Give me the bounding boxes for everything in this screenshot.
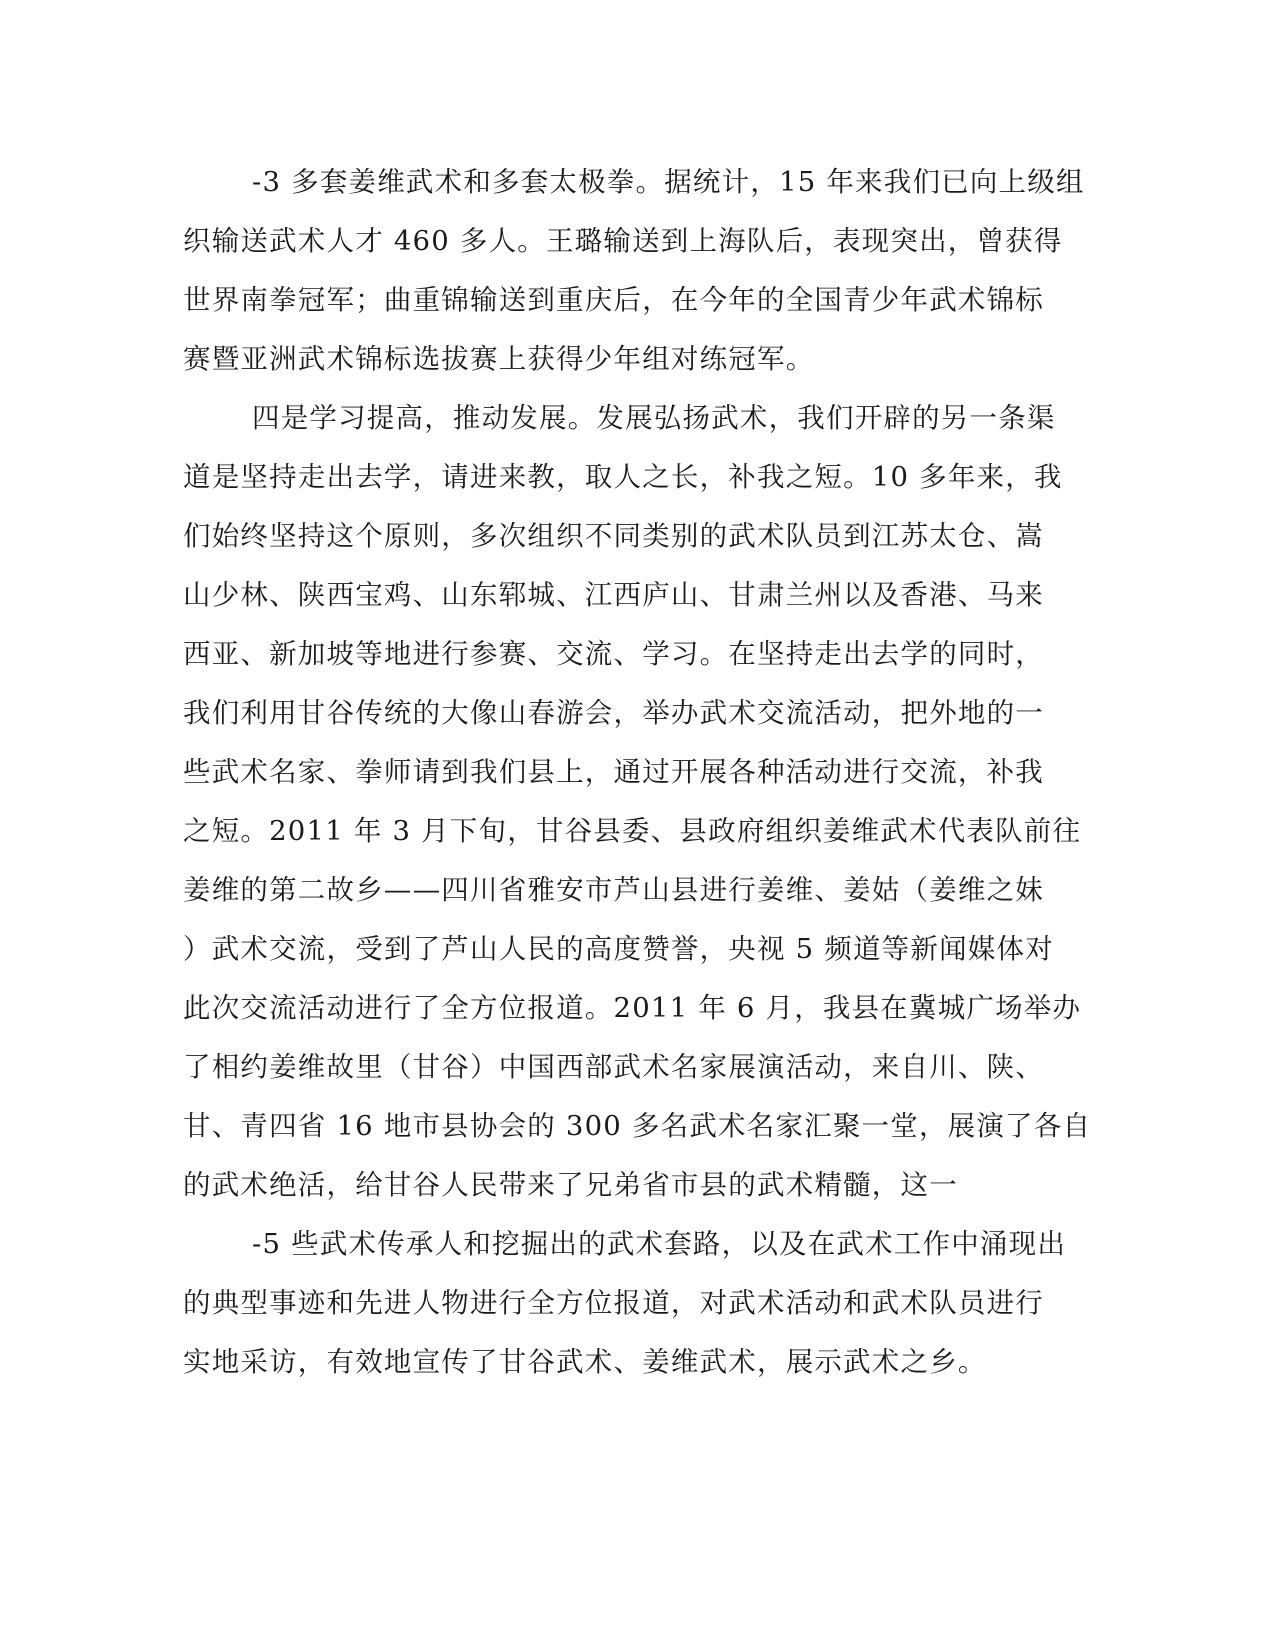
text-line: 道是坚持走出去学，请进来教，取人之长，补我之短。10 多年来，我 [183, 461, 1063, 493]
text-line: 的典型事迹和先进人物进行全方位报道，对武术活动和武术队员进行 [183, 1287, 1044, 1319]
paragraph-2 [183, 389, 1092, 1215]
text-line: 们始终坚持这个原则，多次组织不同类别的武术队员到江苏太仓、嵩 [183, 520, 1044, 552]
paragraph-3 [183, 1215, 1067, 1392]
text-line: 姜维的第二故乡——四川省雅安市芦山县进行姜维、姜姑（姜维之妹 [183, 874, 1044, 906]
text-line: 之短。2011 年 3 月下旬，甘谷县委、县政府组织姜维武术代表队前往 [183, 815, 1082, 847]
text-line: ）武术交流，受到了芦山人民的高度赞誉，央视 5 频道等新闻媒体对 [183, 933, 1054, 965]
text-line: 世界南拳冠军；曲重锦输送到重庆后，在今年的全国青少年武术锦标 [183, 284, 1044, 316]
text-line: 些武术名家、拳师请到我们县上，通过开展各种活动进行交流，补我 [183, 756, 1044, 788]
text-line: 的武术绝活，给甘谷人民带来了兄弟省市县的武术精髓，这一 [183, 1169, 958, 1201]
text-line: 四是学习提高，推动发展。发展弘扬武术，我们开辟的另一条渠 [252, 402, 1056, 434]
text-line: 西亚、新加坡等地进行参赛、交流、学习。在坚持走出去学的同时， [183, 638, 1044, 670]
text-line: 赛暨亚洲武术锦标选拔赛上获得少年组对练冠军。 [183, 343, 815, 375]
text-line: 此次交流活动进行了全方位报道。2011 年 6 月，我县在冀城广场举办 [183, 992, 1082, 1024]
text-line: 了相约姜维故里（甘谷）中国西部武术名家展演活动，来自川、陕、 [183, 1051, 1044, 1083]
text-line: -5 些武术传承人和挖掘出的武术套路，以及在武术工作中涌现出 [252, 1228, 1067, 1260]
text-line: -3 多套姜维武术和多套太极拳。据统计，15 年来我们已向上级组 [252, 166, 1085, 198]
text-line: 甘、青四省 16 地市县协会的 300 多名武术名家汇聚一堂，展演了各自 [183, 1110, 1092, 1142]
text-line: 实地采访，有效地宣传了甘谷武术、姜维武术，展示武术之乡。 [183, 1346, 987, 1378]
document-body [183, 153, 1092, 1392]
text-line: 我们利用甘谷传统的大像山春游会，举办武术交流活动，把外地的一 [183, 697, 1044, 729]
text-line: 织输送武术人才 460 多人。王璐输送到上海队后，表现突出，曾获得 [183, 225, 1063, 257]
paragraph-1 [183, 153, 1085, 389]
text-line: 山少林、陕西宝鸡、山东郓城、江西庐山、甘肃兰州以及香港、马来 [183, 579, 1044, 611]
